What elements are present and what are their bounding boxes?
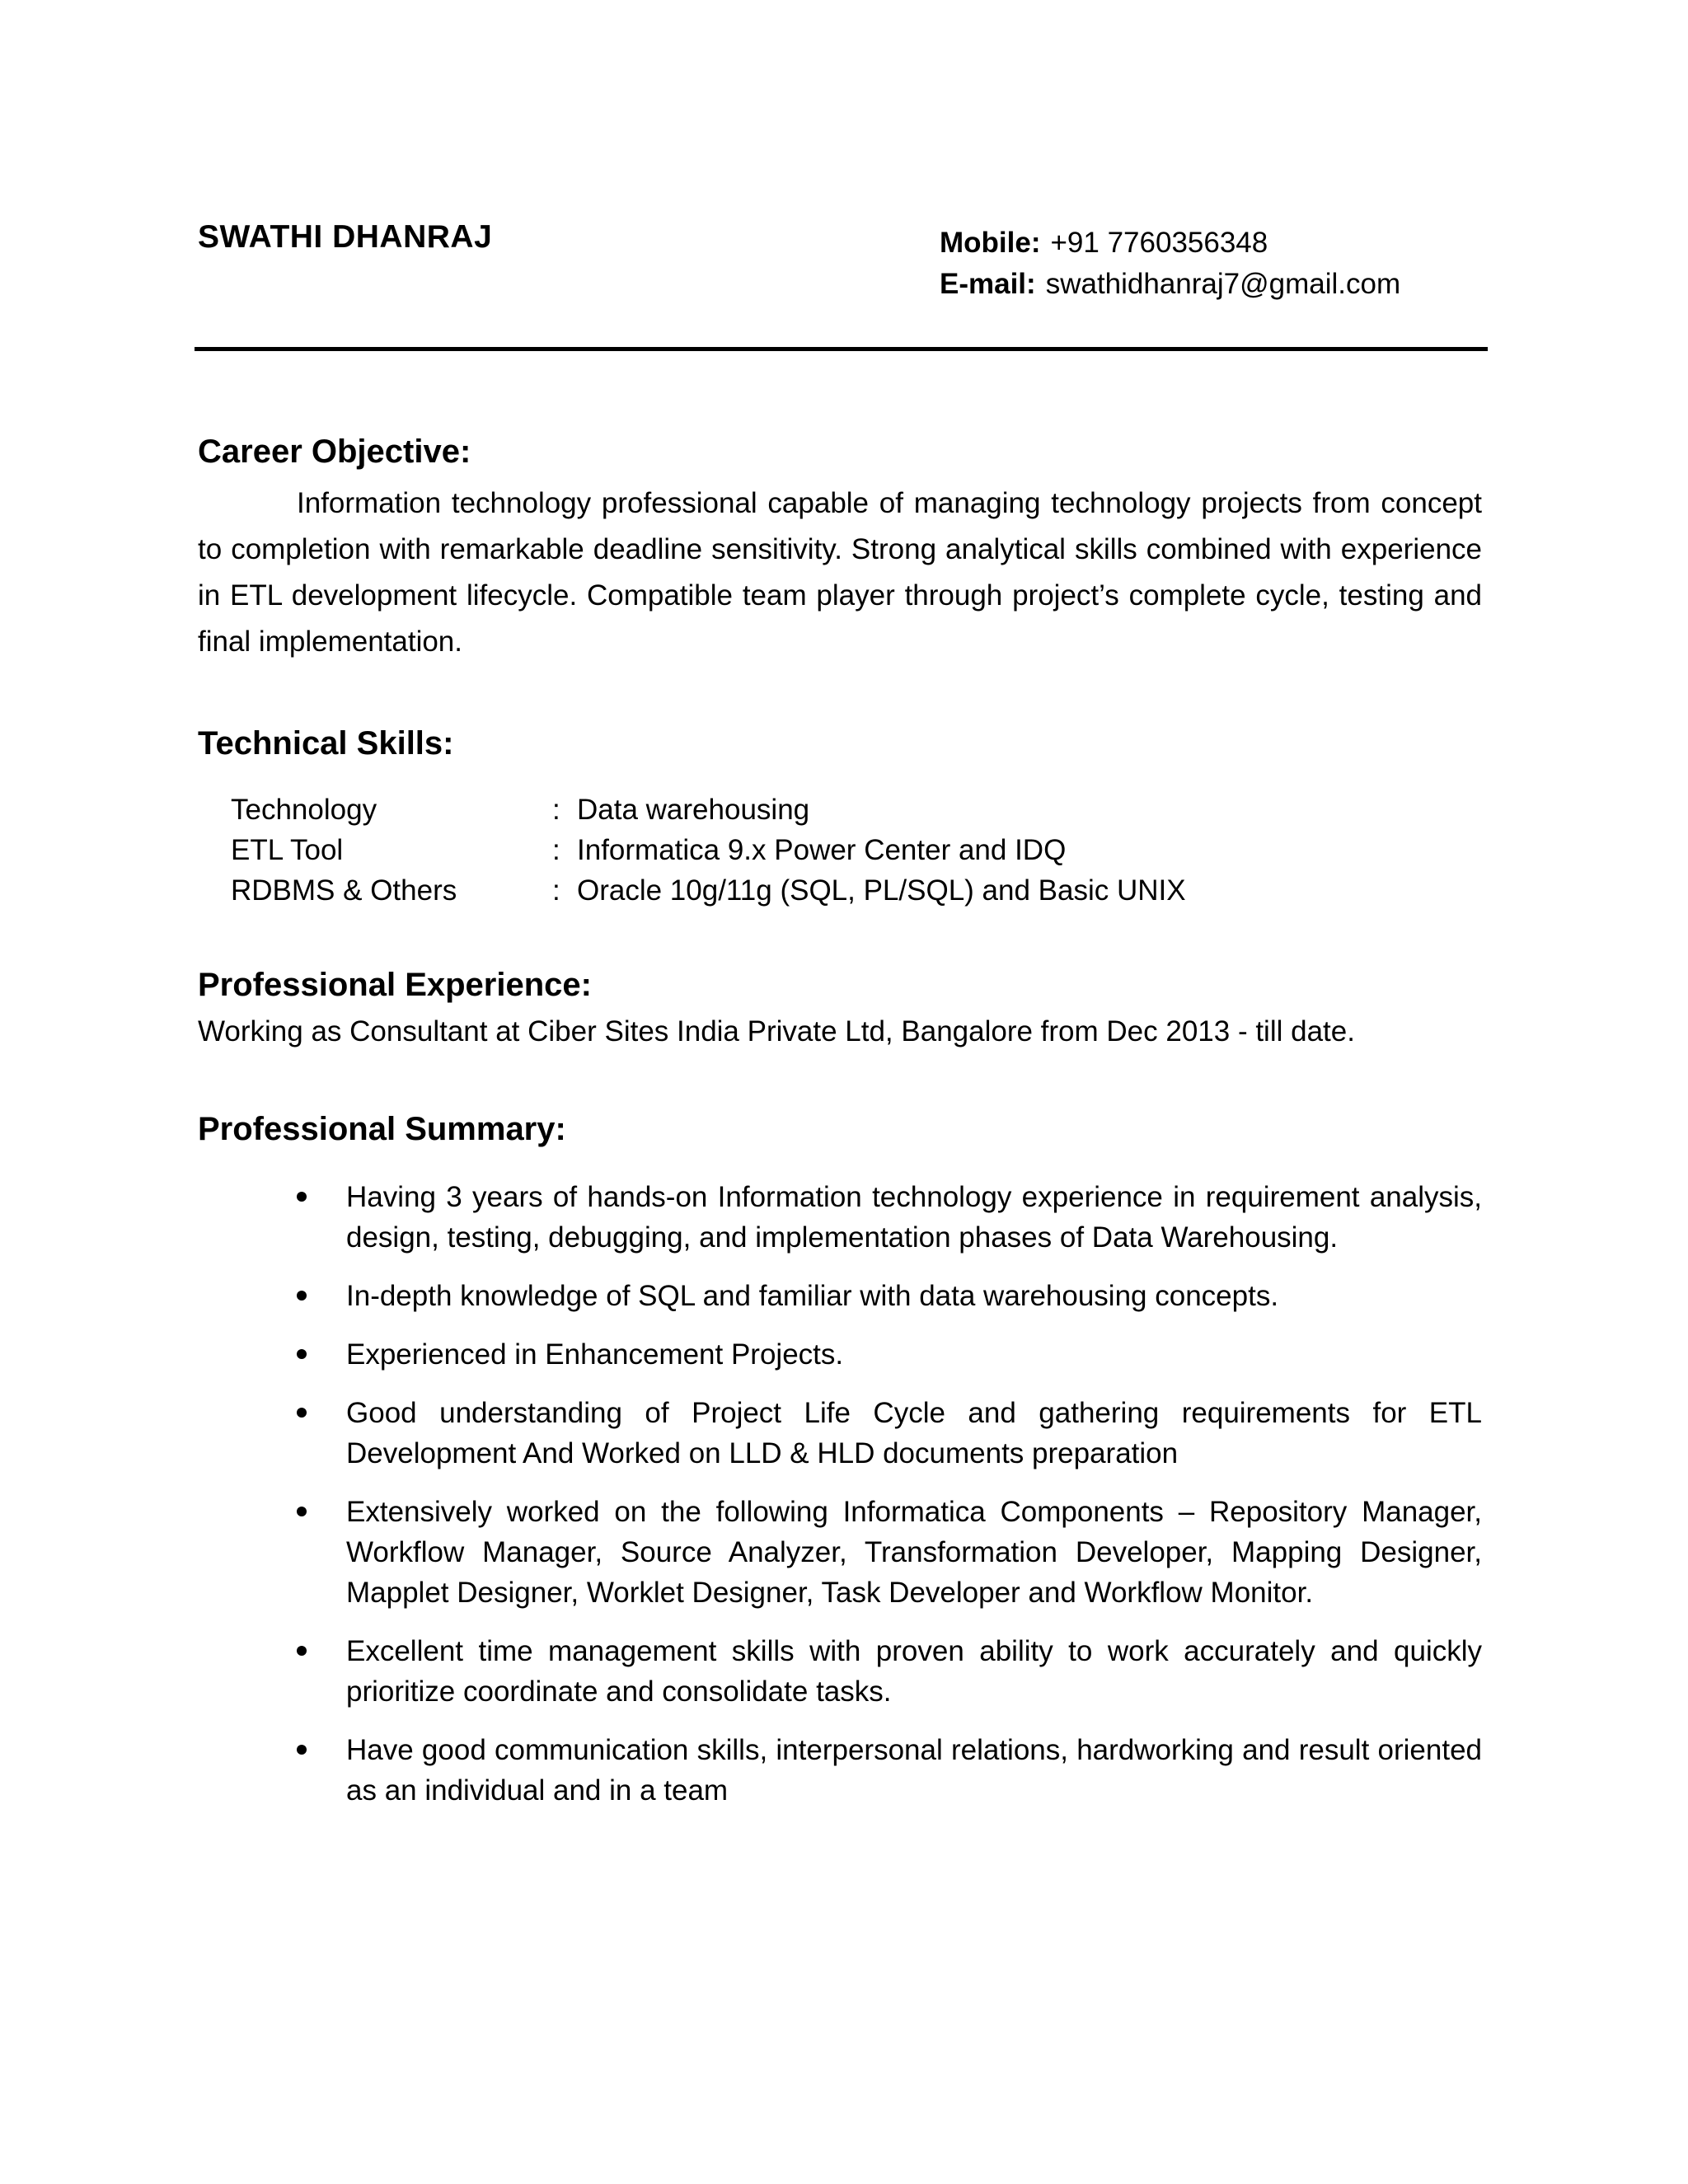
list-item-text: Extensively worked on the following Informatica Components – Repository Manager, Workflow Manager, Source Analyzer, Transformation Developer, Mapping Designer, Mapplet Designer, Worklet Designer, Task Developer and Workflow Monitor. [346, 1496, 1482, 1609]
bullet-icon [297, 1507, 307, 1516]
list-item-text: Good understanding of Project Life Cycle and gathering requirements for ETL Development And Worked on LLD & HLD documents preparation [346, 1397, 1482, 1469]
skill-separator: : [552, 834, 560, 866]
list-item-text: Have good communication skills, interpersonal relations, hardworking and result oriented as an individual and in a team [346, 1734, 1482, 1807]
email-value: swathidhanraj7@gmail.com [1045, 268, 1401, 300]
list-item-text: Experienced in Enhancement Projects. [346, 1338, 844, 1371]
skill-row [231, 870, 1186, 911]
list-item [198, 1730, 1482, 1811]
skill-row [231, 830, 1186, 870]
list-item [198, 1177, 1482, 1258]
skill-key: RDBMS & Others [231, 874, 457, 907]
skill-row [231, 790, 1186, 830]
bullet-icon [297, 1291, 307, 1301]
email-label: E-mail: [940, 268, 1036, 300]
career-objective-text: Information technology professional capable of managing technology projects from concept to completion with remarkable deadline sensitivity. Strong analytical skills combined with experience in ETL development lifecycle. Compatible team player through project’s complete cycle, testing and final implementation. [198, 487, 1482, 658]
list-item [198, 1492, 1482, 1613]
list-item-text: Excellent time management skills with proven ability to work accurately and quickly prioritize coordinate and consolidate tasks. [346, 1635, 1482, 1708]
bullet-icon [297, 1408, 307, 1418]
skill-separator: : [552, 794, 560, 826]
bullet-icon [297, 1646, 307, 1656]
mobile-value: +91 7760356348 [1050, 227, 1268, 259]
bullet-icon [297, 1745, 307, 1755]
professional-experience-heading: Professional Experience: [198, 967, 592, 1003]
skill-key: ETL Tool [231, 834, 344, 866]
list-item [198, 1393, 1482, 1474]
mobile-line [940, 223, 1400, 264]
email-line [940, 264, 1400, 305]
technical-skills-table [231, 790, 1186, 911]
skill-value: Informatica 9.x Power Center and IDQ [577, 834, 1067, 866]
career-objective-heading: Career Objective: [198, 434, 471, 470]
contact-block [940, 223, 1400, 305]
skill-separator: : [552, 874, 560, 907]
list-item [198, 1276, 1482, 1316]
skill-value: Data warehousing [577, 794, 810, 826]
professional-experience-text: Working as Consultant at Ciber Sites India Private Ltd, Bangalore from Dec 2013 - till date. [198, 1015, 1355, 1047]
bullet-icon [297, 1192, 307, 1202]
professional-summary-list [198, 1177, 1482, 1829]
technical-skills-heading: Technical Skills: [198, 725, 454, 762]
bullet-icon [297, 1349, 307, 1359]
list-item-text: Having 3 years of hands-on Information technology experience in requirement analysis, design, testing, debugging, and implementation phases of Data Warehousing. [346, 1181, 1482, 1254]
skill-key: Technology [231, 794, 377, 826]
header-divider [195, 347, 1488, 351]
candidate-name: SWATHI DHANRAJ [198, 219, 493, 255]
list-item [198, 1334, 1482, 1375]
mobile-label: Mobile: [940, 227, 1041, 259]
list-item-text: In-depth knowledge of SQL and familiar with data warehousing concepts. [346, 1280, 1279, 1312]
skill-value: Oracle 10g/11g (SQL, PL/SQL) and Basic UNIX [577, 874, 1186, 907]
professional-summary-heading: Professional Summary: [198, 1111, 566, 1147]
list-item [198, 1631, 1482, 1712]
